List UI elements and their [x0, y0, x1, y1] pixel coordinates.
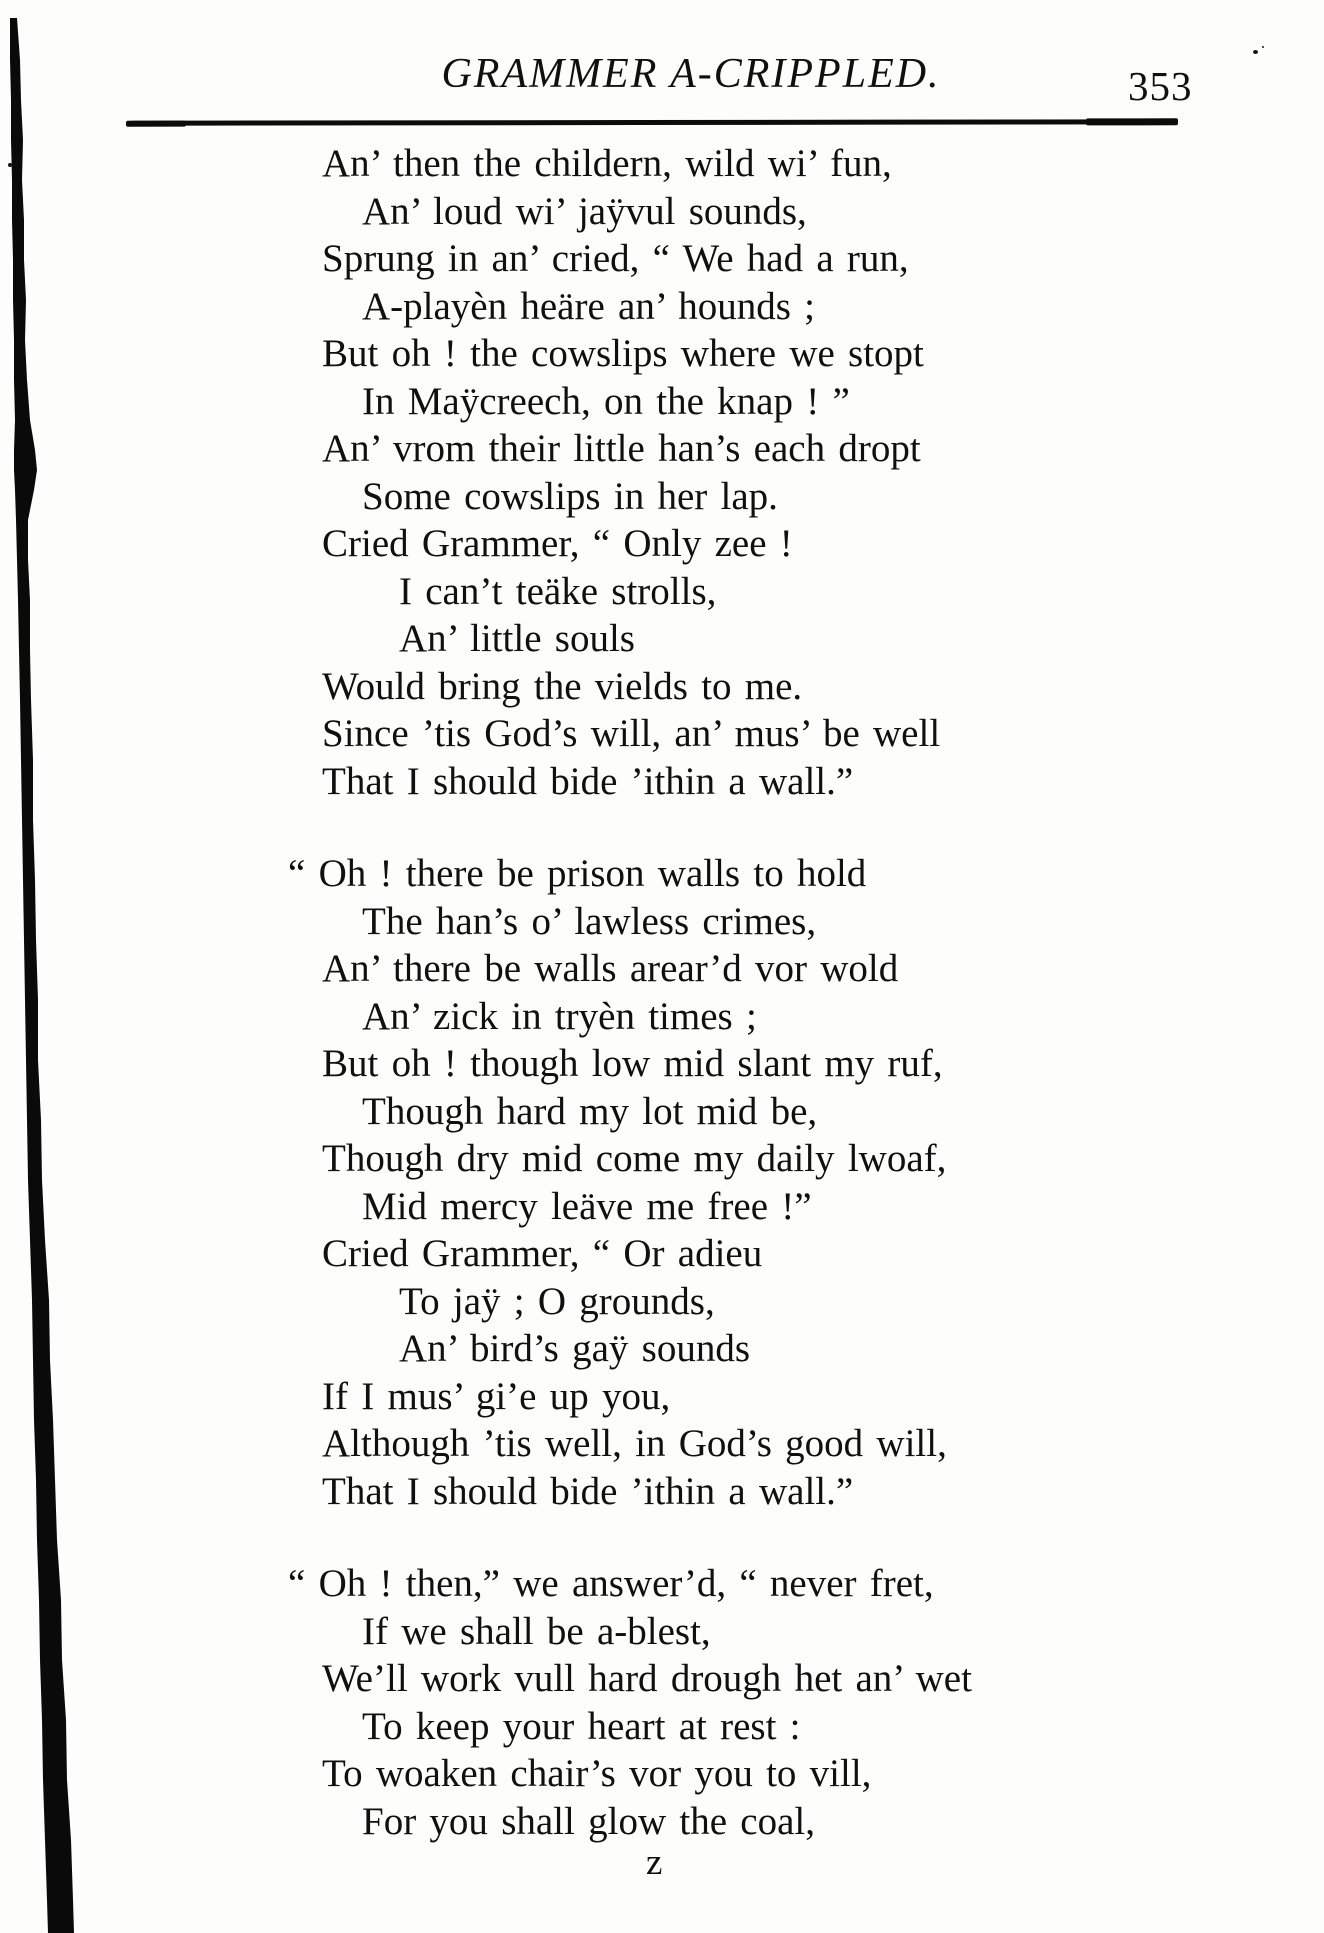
poem-line: I can’t teäke strolls,: [399, 569, 717, 613]
poem-line: Though hard my lot mid be,: [362, 1089, 818, 1133]
poem-line: Cried Grammer, “ Or adieu: [322, 1232, 763, 1275]
poem-line: That I should bide ’ithin a wall.”: [322, 759, 854, 803]
stanza: [0, 140, 1324, 805]
poem-line: We’ll work vull hard drough het an’ wet: [322, 1657, 972, 1700]
poem-line: In Maÿcreech, on the knap ! ”: [362, 379, 850, 423]
poem-line: For you shall glow the coal,: [362, 1799, 815, 1843]
poem-line: An’ little souls: [399, 617, 635, 660]
poem-line: But oh ! though low mid slant my ruf,: [322, 1042, 943, 1085]
poem-line: Sprung in an’ cried, “ We had a run,: [322, 237, 909, 280]
poem-line: “ Oh ! there be prison walls to hold: [288, 852, 867, 895]
stanza: [0, 1560, 1324, 1845]
poem-line: Would bring the vields to me.: [322, 664, 803, 708]
poem-line: Although ’tis well, in God’s good will,: [322, 1422, 947, 1465]
poem-line: The han’s o’ lawless crimes,: [362, 899, 817, 943]
poem-line: But oh ! the cowslips where we stopt: [322, 332, 924, 375]
poem: [0, 140, 1324, 1887]
poem-line: An’ then the childern, wild wi’ fun,: [322, 142, 892, 185]
poem-line: An’ vrom their little han’s each dropt: [322, 427, 921, 470]
running-title: GRAMMER A-CRIPPLED.: [441, 51, 941, 97]
poem-line: Though dry mid come my daily lwoaf,: [322, 1137, 947, 1180]
page-number: 353: [1128, 63, 1193, 109]
poem-line: Some cowslips in her lap.: [362, 474, 778, 518]
poem-line: Mid mercy leäve me free !”: [362, 1184, 812, 1228]
poem-line: An’ there be walls arear’d vor wold: [322, 947, 899, 990]
poem-line: To jaÿ ; O grounds,: [399, 1279, 715, 1323]
poem-line: An’ bird’s gaÿ sounds: [399, 1327, 751, 1370]
poem-line: “ Oh ! then,” we answer’d, “ never fret,: [288, 1562, 934, 1605]
poem-line: An’ loud wi’ jaÿvul sounds,: [362, 189, 807, 233]
ink-speck: [1253, 50, 1258, 54]
ink-speck: [1262, 46, 1264, 48]
header-rule: [130, 119, 1176, 125]
poem-line: To keep your heart at rest :: [362, 1704, 801, 1748]
poem-line: That I should bide ’ithin a wall.”: [322, 1469, 854, 1513]
poem-line: To woaken chair’s vor you to vill,: [322, 1752, 872, 1795]
poem-line: An’ zick in tryèn times ;: [362, 994, 757, 1038]
poem-line: If we shall be a-blest,: [362, 1609, 711, 1653]
poem-line: A-playèn heäre an’ hounds ;: [362, 284, 815, 328]
poem-line: Cried Grammer, “ Only zee !: [322, 522, 793, 565]
poem-line: If I mus’ gi’e up you,: [322, 1374, 671, 1418]
printer-signature-mark: z: [646, 1842, 663, 1883]
stanza: [0, 850, 1324, 1515]
poem-line: Since ’tis God’s will, an’ mus’ be well: [322, 712, 941, 755]
